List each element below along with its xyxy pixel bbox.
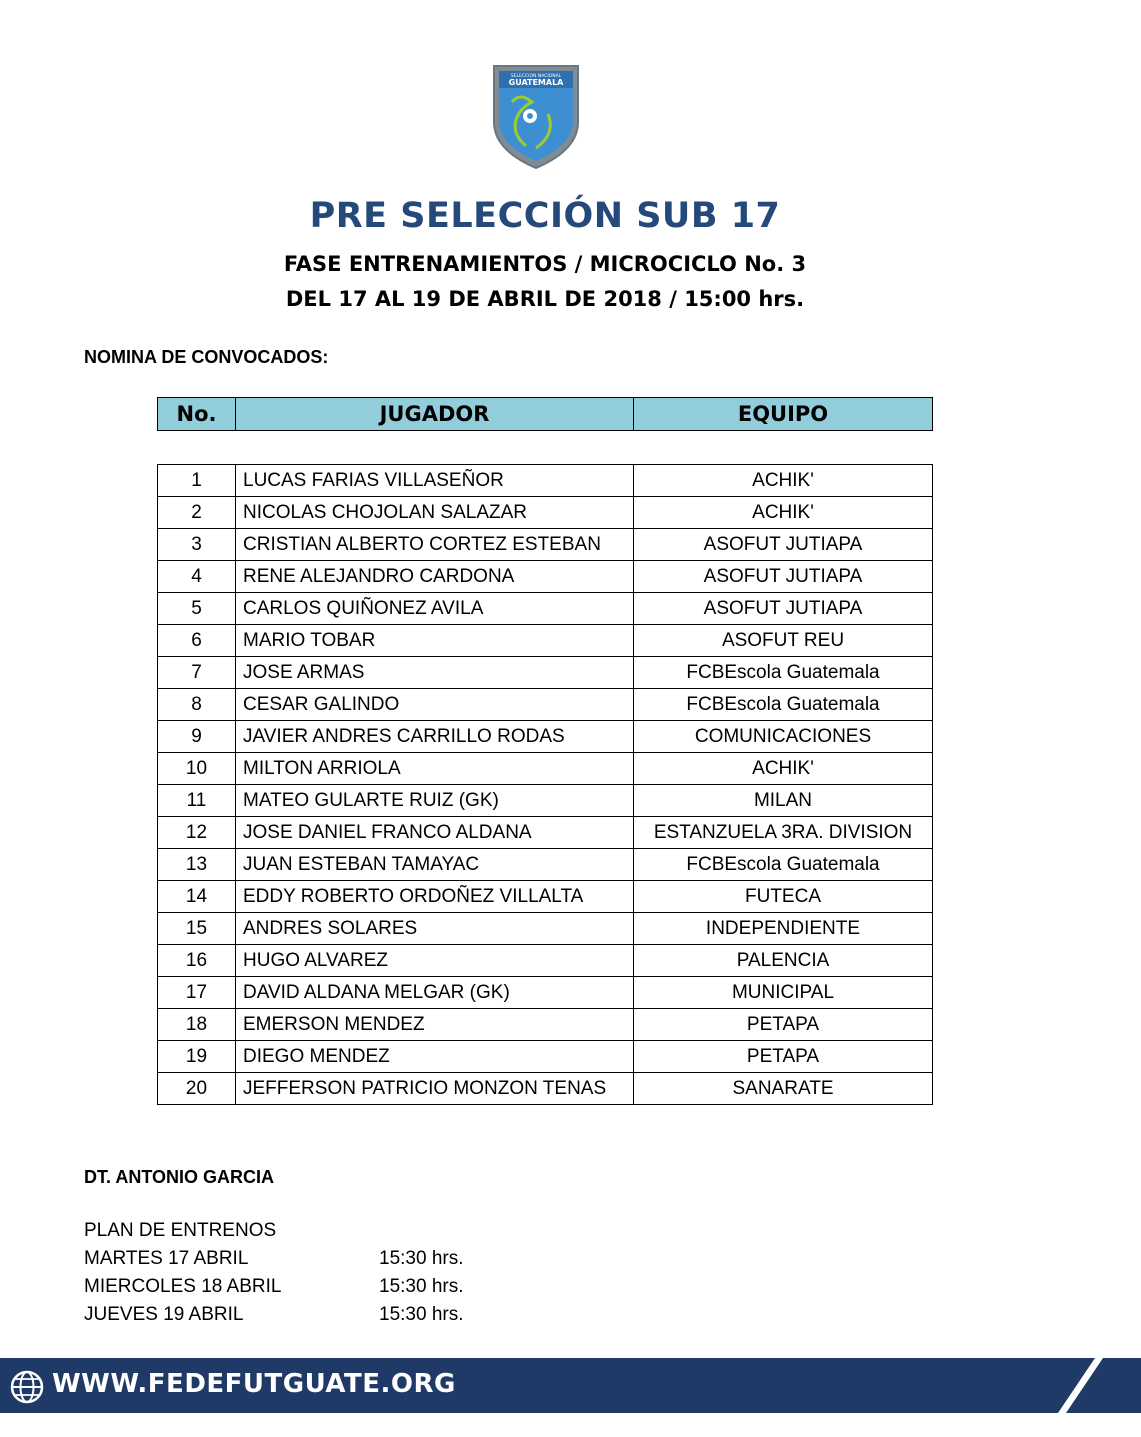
plan-title: PLAN DE ENTRENOS: [84, 1220, 277, 1241]
row-team: ACHIK': [634, 753, 933, 785]
header-no: No.: [158, 398, 236, 431]
row-team: COMUNICACIONES: [634, 721, 933, 753]
row-player: DIEGO MENDEZ: [236, 1041, 634, 1073]
row-number: 6: [158, 625, 236, 657]
row-player: DAVID ALDANA MELGAR (GK): [236, 977, 634, 1009]
row-team: FCBEscola Guatemala: [634, 689, 933, 721]
table-row: [158, 1073, 933, 1105]
footer-banner: [0, 1358, 1141, 1413]
row-team: ESTANZUELA 3RA. DIVISION: [634, 817, 933, 849]
table-row: [158, 561, 933, 593]
row-player: CRISTIAN ALBERTO CORTEZ ESTEBAN: [236, 529, 634, 561]
table-row: [158, 785, 933, 817]
row-player: EDDY ROBERTO ORDOÑEZ VILLALTA: [236, 881, 634, 913]
row-player: HUGO ALVAREZ: [236, 945, 634, 977]
row-team: MILAN: [634, 785, 933, 817]
row-team: FCBEscola Guatemala: [634, 849, 933, 881]
row-number: 20: [158, 1073, 236, 1105]
row-number: 11: [158, 785, 236, 817]
row-number: 13: [158, 849, 236, 881]
plan-day: MIERCOLES 18 ABRIL: [84, 1276, 282, 1297]
table-row: [158, 689, 933, 721]
row-number: 3: [158, 529, 236, 561]
row-number: 16: [158, 945, 236, 977]
row-player: JUAN ESTEBAN TAMAYAC: [236, 849, 634, 881]
row-team: ACHIK': [634, 497, 933, 529]
row-number: 1: [158, 465, 236, 497]
table-row: [158, 625, 933, 657]
row-player: JOSE ARMAS: [236, 657, 634, 689]
row-team: PALENCIA: [634, 945, 933, 977]
row-team: PETAPA: [634, 1009, 933, 1041]
table-row: [158, 1009, 933, 1041]
row-player: NICOLAS CHOJOLAN SALAZAR: [236, 497, 634, 529]
globe-icon: [10, 1370, 44, 1404]
row-number: 5: [158, 593, 236, 625]
row-player: JOSE DANIEL FRANCO ALDANA: [236, 817, 634, 849]
row-player: CESAR GALINDO: [236, 689, 634, 721]
plan-day: MARTES 17 ABRIL: [84, 1248, 249, 1269]
plan-time: 15:30 hrs.: [379, 1304, 464, 1325]
row-number: 9: [158, 721, 236, 753]
roster-table: [157, 464, 933, 1105]
row-number: 2: [158, 497, 236, 529]
row-number: 15: [158, 913, 236, 945]
header-equipo: EQUIPO: [634, 398, 933, 431]
row-player: MARIO TOBAR: [236, 625, 634, 657]
table-row: [158, 817, 933, 849]
crest-line1: SELECCION NACIONAL: [510, 74, 562, 79]
website-link[interactable]: WWW.FEDEFUTGUATE.ORG: [52, 1369, 456, 1399]
row-team: MUNICIPAL: [634, 977, 933, 1009]
plan-time: 15:30 hrs.: [379, 1248, 464, 1269]
table-row: [158, 593, 933, 625]
roster-header-table: [157, 397, 933, 431]
header-jugador: JUGADOR: [236, 398, 634, 431]
row-player: CARLOS QUIÑONEZ AVILA: [236, 593, 634, 625]
guatemala-crest-logo: [490, 62, 582, 170]
table-row: [158, 657, 933, 689]
page-title: PRE SELECCIÓN SUB 17: [309, 196, 781, 236]
row-number: 19: [158, 1041, 236, 1073]
nomina-label: NOMINA DE CONVOCADOS:: [84, 347, 329, 367]
row-number: 4: [158, 561, 236, 593]
row-team: ASOFUT JUTIAPA: [634, 529, 933, 561]
row-team: ACHIK': [634, 465, 933, 497]
row-number: 18: [158, 1009, 236, 1041]
table-row: [158, 465, 933, 497]
row-team: SANARATE: [634, 1073, 933, 1105]
row-team: PETAPA: [634, 1041, 933, 1073]
page-subtitle-phase: FASE ENTRENAMIENTOS / MICROCICLO No. 3: [283, 252, 807, 276]
row-team: FUTECA: [634, 881, 933, 913]
row-team: ASOFUT REU: [634, 625, 933, 657]
row-player: JEFFERSON PATRICIO MONZON TENAS: [236, 1073, 634, 1105]
row-player: ANDRES SOLARES: [236, 913, 634, 945]
row-player: LUCAS FARIAS VILLASEÑOR: [236, 465, 634, 497]
table-row: [158, 977, 933, 1009]
table-row: [158, 529, 933, 561]
table-row: [158, 849, 933, 881]
row-player: MATEO GULARTE RUIZ (GK): [236, 785, 634, 817]
coach-label: DT. ANTONIO GARCIA: [84, 1167, 275, 1187]
plan-time: 15:30 hrs.: [379, 1276, 464, 1297]
row-number: 14: [158, 881, 236, 913]
row-number: 12: [158, 817, 236, 849]
row-team: ASOFUT JUTIAPA: [634, 561, 933, 593]
row-team: ASOFUT JUTIAPA: [634, 593, 933, 625]
row-player: MILTON ARRIOLA: [236, 753, 634, 785]
row-player: RENE ALEJANDRO CARDONA: [236, 561, 634, 593]
table-row: [158, 497, 933, 529]
row-number: 7: [158, 657, 236, 689]
page-subtitle-dates: DEL 17 AL 19 DE ABRIL DE 2018 / 15:00 hrs.: [285, 287, 805, 311]
row-number: 8: [158, 689, 236, 721]
crest-line2: GUATEMALA: [508, 78, 564, 87]
plan-day: JUEVES 19 ABRIL: [84, 1304, 244, 1325]
table-row: [158, 753, 933, 785]
row-team: FCBEscola Guatemala: [634, 657, 933, 689]
table-row: [158, 913, 933, 945]
row-team: INDEPENDIENTE: [634, 913, 933, 945]
row-number: 10: [158, 753, 236, 785]
table-row: [158, 721, 933, 753]
row-number: 17: [158, 977, 236, 1009]
row-player: JAVIER ANDRES CARRILLO RODAS: [236, 721, 634, 753]
table-row: [158, 1041, 933, 1073]
table-row: [158, 945, 933, 977]
table-row: [158, 881, 933, 913]
row-player: EMERSON MENDEZ: [236, 1009, 634, 1041]
